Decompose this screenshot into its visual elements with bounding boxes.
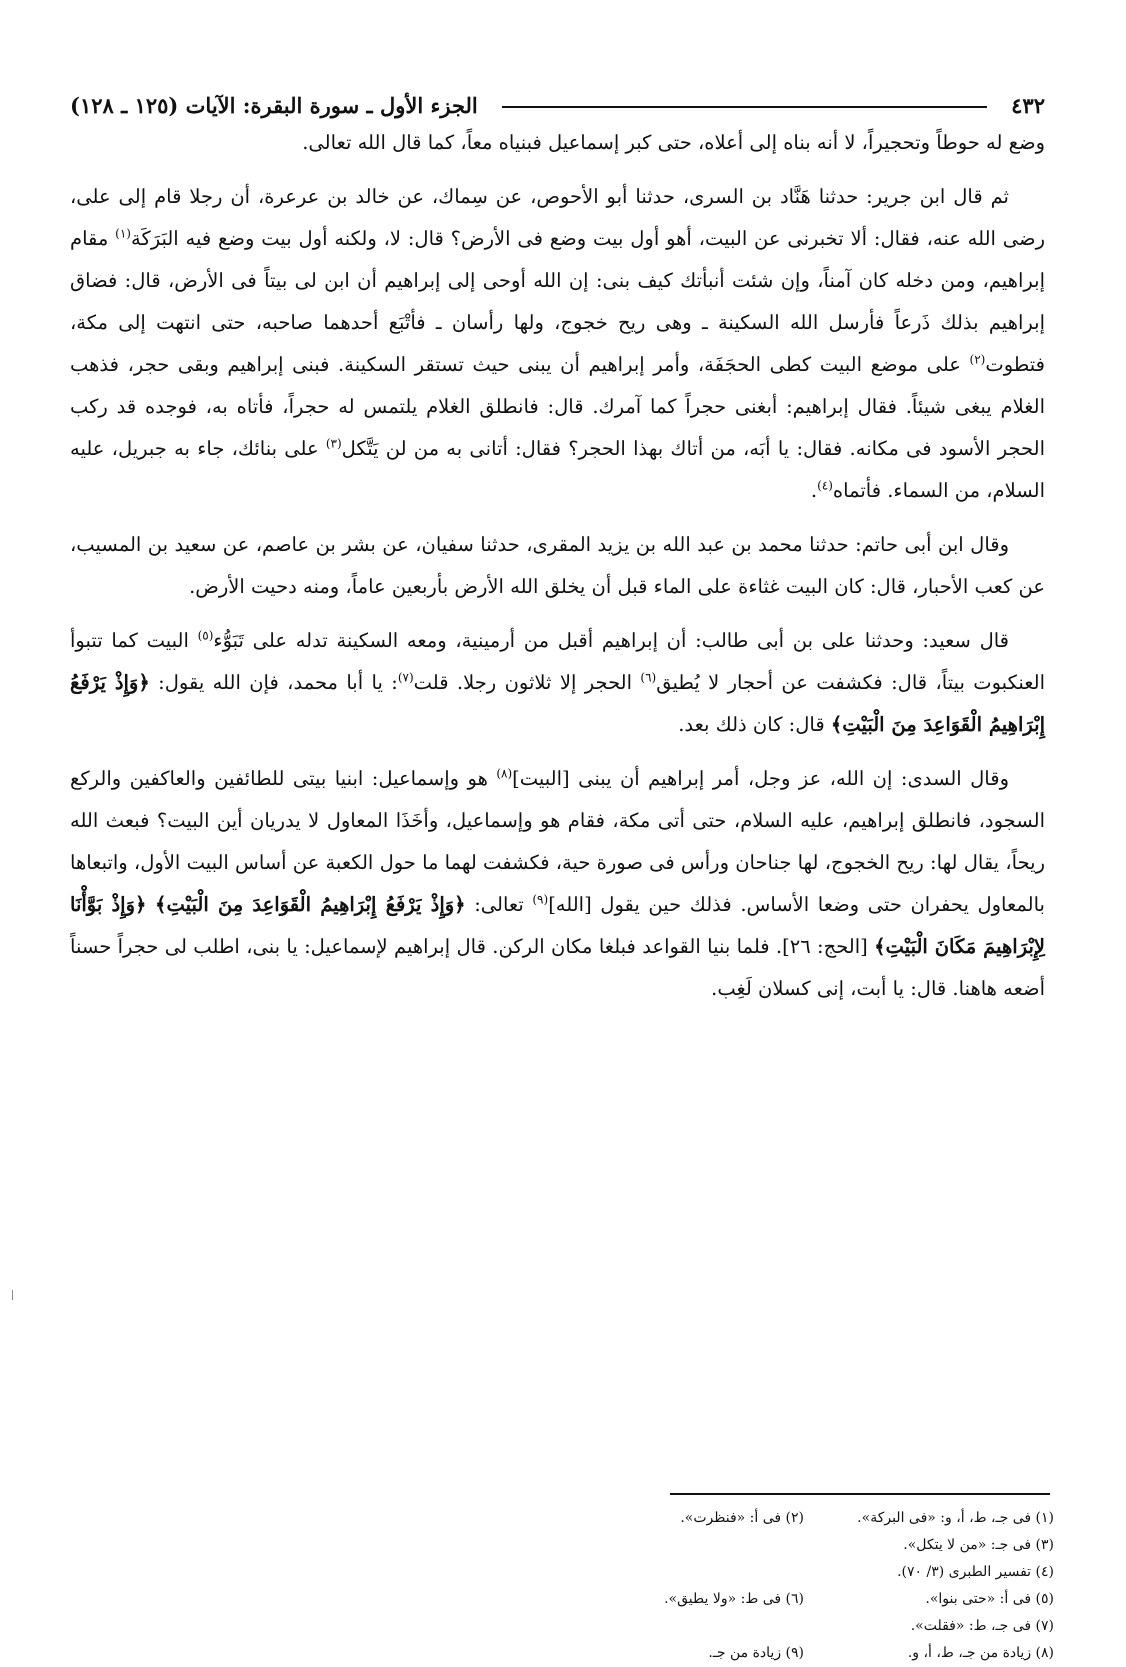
paragraph-text: .	[810, 479, 818, 502]
footnote-ref[interactable]: (٦)	[640, 670, 657, 685]
running-title: الجزء الأول ـ سورة البقرة: الآيات (١٢٥ ـ ١٢٨)	[70, 92, 478, 118]
footnote-row	[494, 1613, 1054, 1640]
quran-verse: ﴿وَإِذْ يَرْفَعُ إِبْرَاهِيمُ الْقَوَاعِدَ مِنَ الْبَيْتِ﴾	[155, 893, 466, 916]
footnote-7: (٧) فى جـ، ط: «فقلت».	[910, 1618, 1054, 1634]
paragraph-text: وقال السدى: إن الله، عز وجل، أمر إبراهيم أن يبنى [البيت]	[512, 767, 1009, 790]
footnote-ref[interactable]: (٧)	[397, 670, 414, 685]
footnote-6: (٦) فى ط: «ولا يطيق».	[664, 1591, 804, 1607]
footnote-3: (٣) فى جـ: «من لا يتكل».	[903, 1537, 1054, 1553]
footnote-9: (٩) زيادة من جـ.	[708, 1645, 804, 1661]
paragraph-2	[70, 176, 1045, 512]
footnote-8: (٨) زيادة من جـ، ط، أ، و.	[907, 1645, 1054, 1661]
paragraph-4	[70, 620, 1045, 746]
footnote-2: (٢) فى أ: «فنظرت».	[680, 1510, 804, 1526]
paragraph-text	[146, 893, 155, 916]
paragraph-text: على بنائك، جاء به جبريل، عليه السلام، من السماء. فأتماه	[70, 437, 1045, 502]
paragraph-5	[70, 758, 1045, 1010]
footnote-separator	[670, 1493, 1050, 1495]
paragraph-1	[70, 122, 1045, 164]
footnote-ref[interactable]: (٩)	[532, 892, 549, 907]
paragraph-text: : يا أبا محمد، فإن الله يقول:	[149, 671, 398, 694]
footnote-5: (٥) فى أ: «حتى بنوا».	[925, 1591, 1054, 1607]
header-rule	[502, 106, 987, 108]
footnote-row	[494, 1559, 1054, 1586]
paragraph-text: قال: كان ذلك بعد.	[678, 713, 831, 736]
footnote-row	[494, 1532, 1054, 1559]
footnote-ref[interactable]: (٨)	[496, 766, 513, 781]
paragraph-text: مقام إبراهيم، ومن دخله كان آمناً، وإن شئت أنبأتك كيف بنى: إن الله أوحى إلى إبراهيم أن ابن لى بيتاً فى الأرض، قال: فضاق إبراهيم بذلك ذَرعاً فأرسل الله السكينة ـ وهى ريح خجوج، ولها رأسان ـ فأتْبَع أحدهما صاحبه، حتى انتهت إلى مكة، فتطوت	[70, 227, 1045, 376]
footnote-row	[494, 1640, 1054, 1667]
paragraph-3	[70, 524, 1045, 608]
footnotes	[494, 1505, 1054, 1667]
paragraph-text: وضع له حوطاً وتحجيراً، لا أنه بناه إلى أعلاه، حتى كبر إسماعيل فبنياه معاً، كما قال الله تعالى.	[302, 131, 1045, 154]
paragraph-text: ثم قال ابن جرير: حدثنا هَنَّاد بن السرى، حدثنا أبو الأحوص، عن سِماك، عن خالد بن عرعرة، أن رجلا قام إلى على، رضى الله عنه، فقال: ألا تخبرنى عن البيت، أهو أول بيت وضع فى الأرض؟ قال: لا، ولكنه أول بيت وضع فيه البَرَكَة	[70, 185, 1045, 250]
paragraph-text: هو وإسماعيل: ابنيا بيتى للطائفين والعاكفين والركع السجود، فانطلق إبراهيم، عليه السلام، حتى أتى مكة، فقام هو وإسماعيل، وأخَذَا المعاول لا يدريان أين البيت؟ فبعث الله ريحاً، يقال لها: ريح الخجوج، لها جناحان ورأس فى صورة حية، فكشفت لهما ما حول الكعبة عن أساس البيت الأول، واتبعاها بالمعاول يحفران حتى وضعا الأساس. فذلك حين يقول [الله]	[70, 767, 1045, 916]
footnote-ref[interactable]: (٤)	[817, 478, 833, 493]
paragraph-text: وقال ابن أبى حاتم: حدثنا محمد بن عبد الله بن يزيد المقرى، حدثنا سفيان، عن بشر بن عاصم، عن سعيد بن المسيب، عن كعب الأحبار، قال: كان البيت غثاءة على الماء قبل أن يخلق الله الأرض بأربعين عاماً، ومنه دحيت الأرض.	[70, 533, 1045, 598]
main-text	[70, 122, 1045, 1010]
footnote-row	[494, 1505, 1054, 1532]
footnote-ref[interactable]: (٥)	[197, 628, 214, 643]
page-header	[70, 88, 1045, 122]
book-page	[70, 88, 1045, 1010]
page-number: ٤٣٢	[1011, 92, 1045, 118]
footnote-ref[interactable]: (٢)	[969, 352, 986, 367]
quran-verse: ﴿وَإِذْ بَوَّأْنَا لِإِبْرَاهِيمَ مَكَانَ الْبَيْتِ﴾	[70, 893, 1046, 958]
paragraph-text: على موضع البيت كطى الحجَفَة، وأمر إبراهيم أن يبنى حيث تستقر السكينة. فبنى إبراهيم وبقى حجر، فذهب الغلام يبغى شيئاً. فقال إبراهيم: أبغنى حجراً كما آمرك. قال: فانطلق الغلام يلتمس له حجراً، فأتاه به، فوجده قد ركب الحجر الأسود فى مكانه. فقال: يا أبَه، من أتاك بهذا الحجر؟ فقال: أتانى به من لن يَتَّكل	[70, 353, 1045, 460]
footnote-row	[494, 1586, 1054, 1613]
paragraph-text: [الحج: ٢٦]. فلما بنيا القواعد فبلغا مكان الركن. قال إبراهيم لإسماعيل: يا بنى، اطلب لى حجراً حسناً أضعه هاهنا. قال: يا أبت، إنى كسلان لَغِب.	[70, 935, 1045, 1000]
footnote-1: (١) فى جـ، ط، أ، و: «فى البركة».	[857, 1510, 1054, 1526]
footnote-ref[interactable]: (١)	[115, 226, 131, 241]
footnote-ref[interactable]: (٣)	[325, 436, 342, 451]
paragraph-text: تعالى:	[465, 893, 533, 916]
quran-verse: ﴿وَإِذْ يَرْفَعُ إِبْرَاهِيمُ الْقَوَاعِدَ مِنَ الْبَيْتِ﴾	[70, 671, 1045, 736]
paragraph-text: البيت كما تتبوأ العنكبوت بيتاً، قال: فكشفت عن أحجار لا يُطيق	[70, 629, 1045, 694]
paragraph-text: قال سعيد: وحدثنا على بن أبى طالب: أن إبراهيم أقبل من أرمينية، ومعه السكينة تدله على تَبَوُّء	[213, 629, 1010, 652]
footnote-4: (٤) تفسير الطبرى (٣/ ٧٠).	[897, 1564, 1054, 1580]
margin-mark	[12, 1290, 15, 1300]
paragraph-text: الحجر إلا ثلاثون رجلا. قلت	[413, 671, 641, 694]
